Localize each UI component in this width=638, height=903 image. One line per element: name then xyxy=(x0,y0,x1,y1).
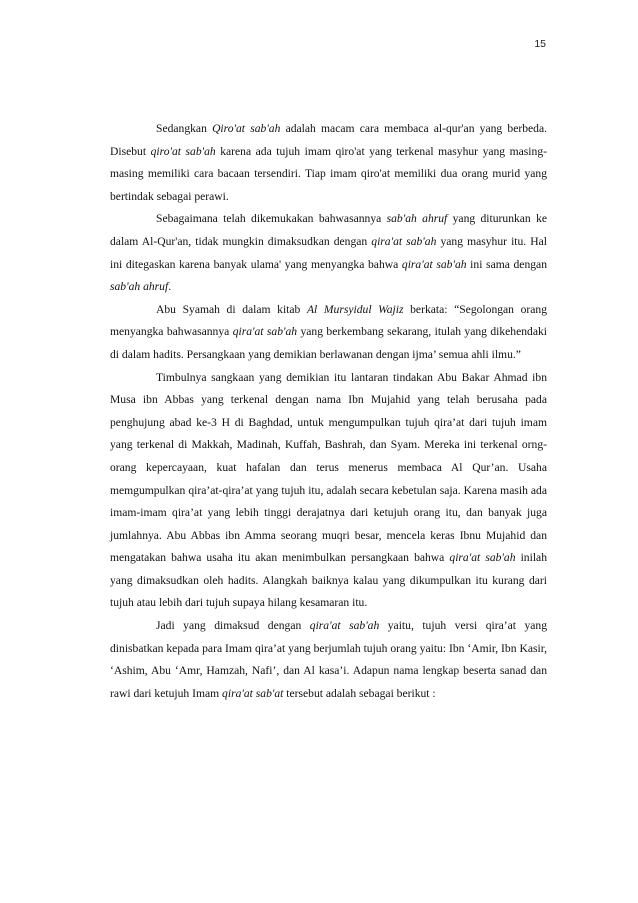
text-run: . xyxy=(168,280,172,294)
text-run: Abu Syamah di dalam kitab xyxy=(156,302,307,316)
body-text xyxy=(110,118,547,705)
text-run: ini sama dengan xyxy=(466,257,547,271)
text-run: Sebagaimana telah dikemukakan bahwasannya xyxy=(156,212,387,226)
italic-term: qira'at sab'ah xyxy=(232,325,298,339)
paragraph xyxy=(110,208,547,298)
text-run: yang masyhur itu. Hal ini ditegaskan karena banyak ulama' yang menyangka bahwa xyxy=(110,234,548,271)
italic-term: qira'at sab'at xyxy=(222,686,284,700)
text-run: berkata: “Segolongan orang menyangka bahwasannya xyxy=(110,302,547,339)
text-run: karena ada tujuh imam qiro'at yang terkenal masyhur yang masing-masing memiliki cara bacaan tersendiri. Tiap imam qiro'at memiliki dua orang murid yang bertindak sebagai perawi. xyxy=(110,144,547,203)
paragraph xyxy=(110,299,547,367)
text-run: Jadi yang dimaksud dengan xyxy=(156,619,310,633)
italic-term: Qiro'at sab'ah xyxy=(212,122,281,135)
italic-term: sab'ah ahruf xyxy=(110,280,169,294)
italic-term: qira'at sab'ah xyxy=(371,234,437,248)
text-run: yang diturunkan ke dalam Al-Qur'an, tidak mungkin dimaksudkan dengan xyxy=(110,212,548,248)
text-run: Timbulnya sangkaan yang demikian itu lantaran tindakan Abu Bakar Ahmad ibn Musa ibn Abbas yang terkenal dengan nama Ibn Mujahid yang telah berusaha pada penghujung abad ke-3 H di Baghdad, untuk mengumpulkan tujuh qira’at dari tujuh imam yang terkenal di Makkah, Madinah, Kuffah, Bashrah, dan Syam. Mereka ini terkenal orng-orang kepercayaan, kuat hafalan dan terus menerus membaca Al Qur’an. Usaha memgumpulkan qira’at-qira’at yang tujuh itu, adalah secara kebetulan saja. Karena masih ada imam-imam qira’at yang lebih tinggi derajatnya dari ketujuh orang itu, dan banyak juga jumlahnya. Abu Abbas ibn Amma seorang muqri besar, mencela keras Ibnu Mujahid dan mengatakan bahwa usaha itu akan menimbulkan persangkaan bahwa xyxy=(110,370,547,565)
paragraph xyxy=(110,615,547,705)
text-run: inilah yang dimaksudkan oleh hadits. Alangkah baiknya kalau yang dikumpulkan itu kurang dari tujuh atau lebih dari tujuh supaya hilang kesamaran itu. xyxy=(110,551,547,610)
italic-term: qiro'at sab'ah xyxy=(150,144,216,158)
text-run: yaitu, tujuh versi qira’at yang dinisbatkan kepada para Imam qira’at yang berjumlah tujuh orang yaitu: Ibn ‘Amir, Ibn Kasir, ‘Ashim, Abu ‘Amr, Hamzah, Nafi’, dan Al kasa’i. Adapun nama lengkap beserta sanad dan rawi dari ketujuh Imam xyxy=(110,619,547,700)
text-run: adalah macam cara membaca al-qur'an yang berbeda. Disebut xyxy=(110,122,547,158)
italic-term: Al Mursyidul Wajiz xyxy=(306,302,404,316)
text-run: Sedangkan xyxy=(156,122,213,135)
text-run: tersebut adalah sebagai berikut : xyxy=(283,686,436,700)
italic-term: qira'at sab'ah xyxy=(309,619,380,633)
paragraph xyxy=(110,118,547,208)
page-number: 15 xyxy=(534,38,546,50)
italic-term: qira'at sab'ah xyxy=(401,257,467,271)
italic-term: sab'ah ahruf xyxy=(386,212,448,226)
paragraph xyxy=(110,367,547,616)
italic-term: qira'at sab'ah xyxy=(449,551,516,565)
text-run: yang berkembang sekarang, itulah yang dikehendaki di dalam hadits. Persangkaan yang demikian berlawanan dengan ijma’ semua ahli ilmu.” xyxy=(110,325,547,361)
